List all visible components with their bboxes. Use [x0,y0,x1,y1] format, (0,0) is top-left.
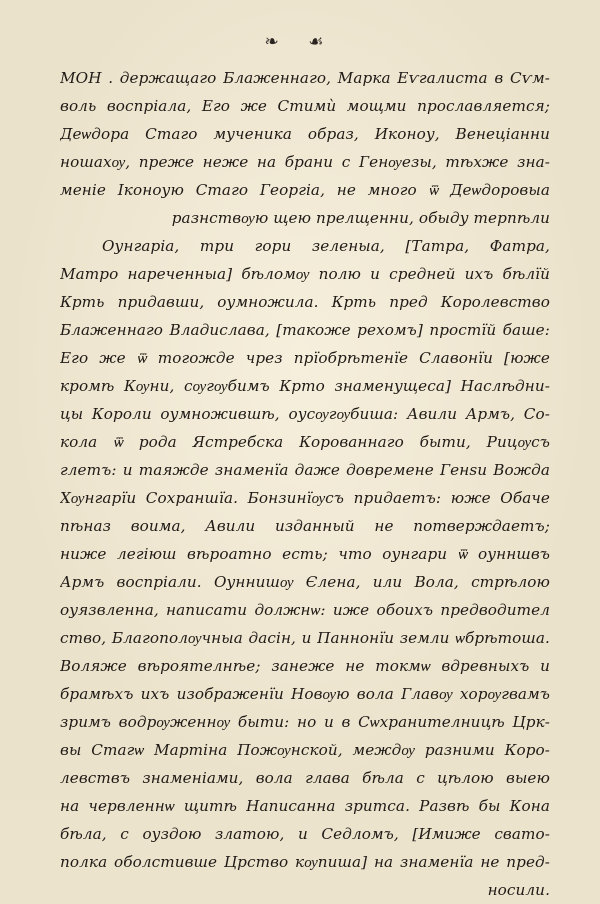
text-line-22: Воляже вѣроятелнѣе; занеже не токмѡ вдревныхъ и [60,657,550,675]
text-line-11: Его же ѿ тогожде чрез прїобрѣтенїе Славонїи [юже [60,349,550,367]
fleuron-right-icon: ☙ [308,32,336,52]
text-line-12: кромѣ Кѹни, сѹгѹбимъ Крто знаменущеса] Наслѣдни- [60,377,550,395]
text-line-29: полка оболстивше Црство кѹпиша] на знаменїа не пред- [60,853,550,871]
text-line-10: Блаженнаго Владислава, [такоже рехомъ] простїй баше: [60,321,550,339]
text-line-5: меніе Іконоую Стаго Георгіа, не много ѿ Деѡдоровыа [60,181,550,199]
text-line-17: пѣназ воима, Авили изданный не потверждаетъ; [60,517,550,535]
fleuron-left-icon: ❧ [264,32,291,52]
text-line-28: бѣла, с оуздою златою, и Седломъ, [Имиже свато- [60,825,550,843]
text-line-1: МОН . держащаго Блаженнаго, Марка Еѵгалиста в Сѵм- [60,69,550,87]
text-line-25: вы Стагѡ Мартіна Пожѹнской, междѹ разними Коро- [60,741,550,759]
text-line-13: цы Короли оумножившѣ, оусѹгѹбиша: Авили Армъ, Со- [60,405,550,423]
text-line-27: на червленнѡ щитѣ Написанна зритса. Развѣ бы Кона [60,797,550,815]
text-line-6: разнствѹю щею прелщенни, обыду терпѣли [171,209,550,227]
text-line-2: воль воспріала, Его же Стимѝ мощми прославляется; [60,97,550,115]
text-line-9: Крть придавши, оумножила. Крть пред Королевство [60,293,550,311]
body-text [60,64,550,904]
text-line-4: ношахѹ, преже неже на брани с Генѹезы, тѣхже зна- [60,153,550,171]
text-line-7: Оунгаріа, три гори зеленыа, [Татра, Фатра, [102,237,550,255]
text-line-15: глетъ: и таяжде знаменїа даже довремене Генѕи Вожда [60,461,550,479]
text-line-24: зримъ водрѹженнѹ быти: но и в Сѡхранителницѣ Црк- [60,713,550,731]
text-line-8: Матро нареченныа] бѣломѹ полю и средней ихъ бѣлїй [60,265,550,283]
text-line-14: кола ѿ рода Ястребска Корованнаго быти, Рицѹсъ [60,433,550,451]
text-line-18: ниже легіюш вѣроатно есть; что оунгари ѿ оунншвъ [60,545,550,563]
text-line-30: носили. [487,881,550,899]
text-line-21: ство, Благополѹчныа дасін, и Паннонїи земли ѡбрѣтоша. [60,629,550,647]
text-line-16: Хѹнгарїи Сохраншїа. Бонзинїѹсъ придаетъ: юже Обаче [60,489,550,507]
text-line-23: брамѣхъ ихъ изображенїи Новѹю вола Главѹ хорѹгвамъ [60,685,550,703]
header-ornament [0,32,600,52]
text-line-26: левствъ знаменіами, вола глава бѣла с цѣлою выею [60,769,550,787]
text-line-20: оуязвленна, написати должнѡ: иже обоихъ предводител [60,601,550,619]
text-line-3: Деѡдора Стаго мученика образ, Иконоу, Венеціанни [60,125,550,143]
text-line-19: Армъ воспріали. Оуннишѹ Єлена, или Вола, стрѣлою [60,573,550,591]
